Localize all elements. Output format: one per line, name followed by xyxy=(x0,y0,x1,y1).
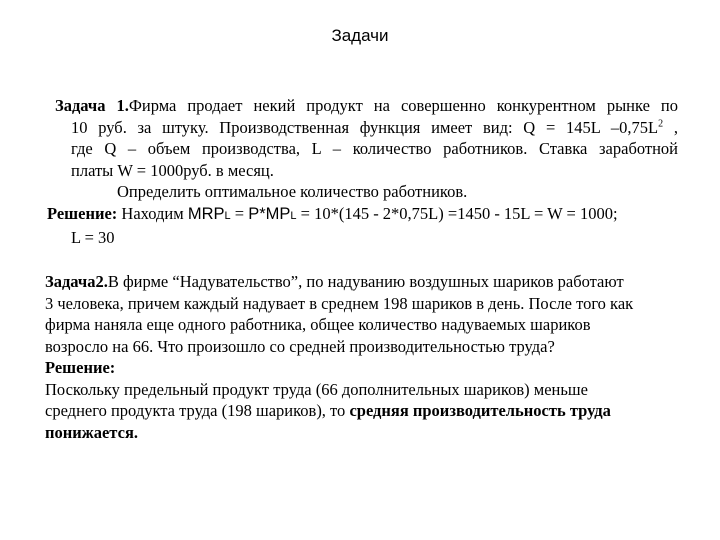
task-2-line-1 xyxy=(45,271,685,293)
task-1-solution-label: Решение: xyxy=(47,203,118,223)
task-1-answer: L = 30 xyxy=(71,228,115,247)
mrp-subscript: L xyxy=(224,209,231,222)
task-1 xyxy=(47,95,679,249)
task-2-solution-label xyxy=(45,357,685,379)
task-1-text-1: Фирма продает некий продукт на совершенно конкурентном рынке по xyxy=(128,96,679,115)
task-2-solution-line-3 xyxy=(45,422,685,444)
task-1-line-2 xyxy=(55,117,678,139)
task-1-solution xyxy=(47,203,678,228)
task-2-label: Задача2. xyxy=(45,272,108,291)
task-1-question: Определить оптимальное количество работников. xyxy=(117,182,468,201)
task-1-line-3: где Q – объем производства, L – количество работников. Ставка заработной xyxy=(71,139,678,158)
task-2-solution-label-text: Решение: xyxy=(45,358,116,377)
page-title: Задачи xyxy=(331,26,389,45)
task-1-text-2b: , xyxy=(663,117,678,137)
task-2 xyxy=(45,271,685,443)
task-1-solution-text: Находим xyxy=(117,203,188,223)
task-2-line-3: фирма наняла еще одного работника, общее количество надуваемых шариков xyxy=(45,315,591,334)
task-2-solution-line-1: Поскольку предельный продукт труда (66 дополнительных шариков) меньше xyxy=(45,379,588,399)
pmp-subscript: L xyxy=(290,209,297,222)
task-2-solution-text-2: среднего продукта труда (198 шариков), то xyxy=(45,401,350,420)
task-1-line-1 xyxy=(55,95,678,117)
task-1-text-2: 10 руб. за штуку. Производственная функция имеет вид: Q = 145L –0,75L xyxy=(71,117,659,137)
task-2-conclusion: понижается. xyxy=(45,422,138,442)
mrp-symbol: MRP xyxy=(187,204,225,223)
task-2-solution-emphasis: средняя производительность труда xyxy=(349,401,611,420)
task-1-label: Задача 1. xyxy=(55,96,129,115)
task-2-line-2: 3 человека, причем каждый надувает в среднем 198 шариков в день. После того как xyxy=(45,293,634,313)
task-1-line-4: платы W = 1000руб. в месяц. xyxy=(71,160,274,180)
equals-sign: = xyxy=(230,203,249,223)
task-2-text-1: В фирме “Надувательство”, по надуванию воздушных шариков работают xyxy=(107,272,624,291)
task-2-solution-line-2 xyxy=(45,400,685,422)
task-1-exponent: 2 xyxy=(658,118,664,129)
task-2-line-4: возросло на 66. Что произошло со средней производительностью труда? xyxy=(45,336,555,356)
pmp-symbol: P*MP xyxy=(248,204,291,223)
task-1-formula: = 10*(145 - 2*0,75L) =1450 - 15L = W = 1000; xyxy=(296,203,618,223)
